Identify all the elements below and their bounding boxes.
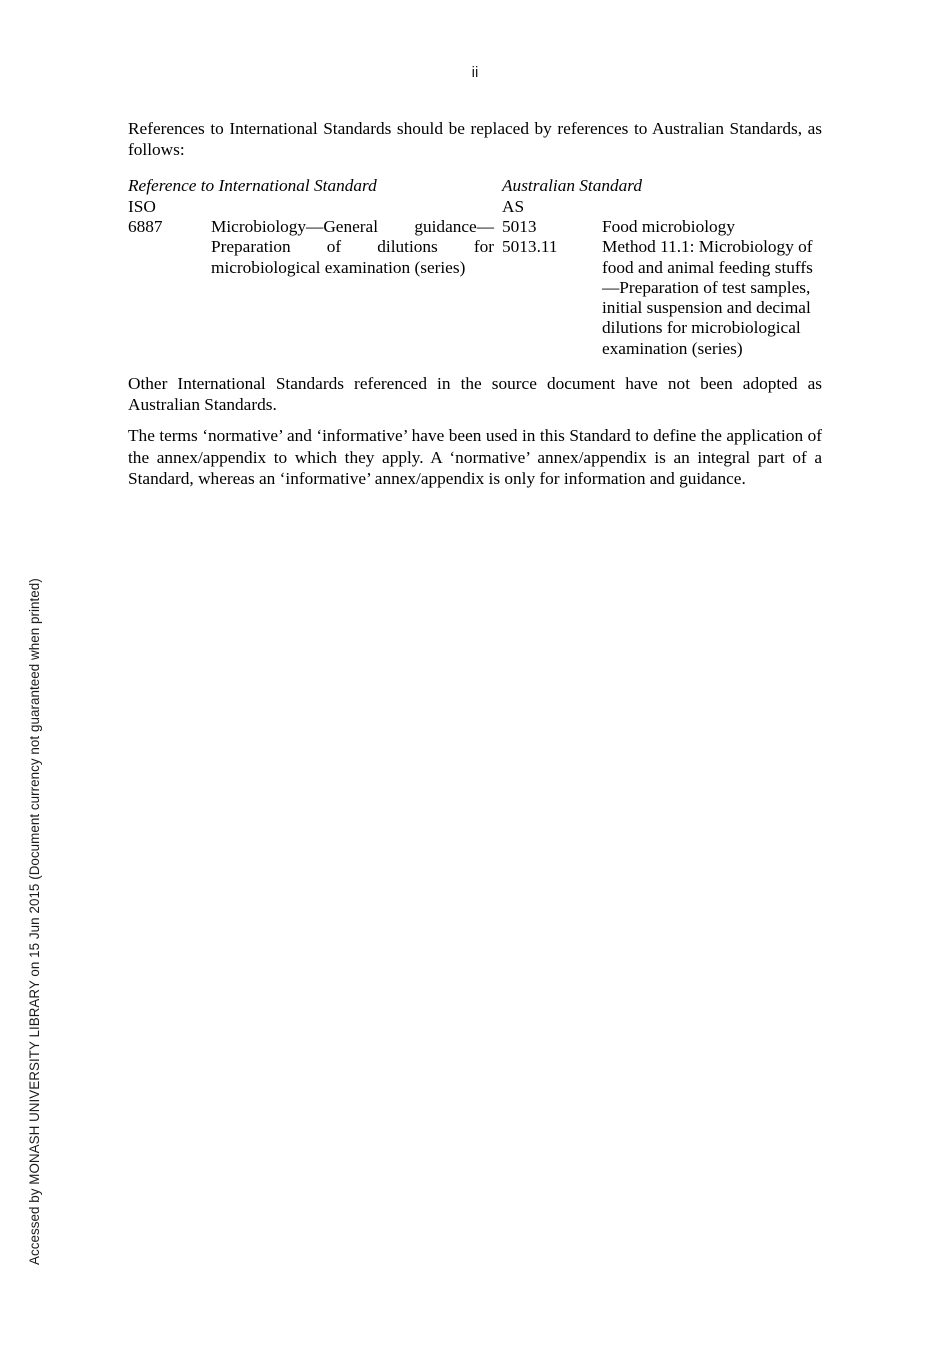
page-number: ii (471, 64, 479, 81)
intro-paragraph: References to International Standards should be replaced by references to Australian Standards, as follows: (128, 119, 822, 160)
table-header-row (128, 176, 822, 196)
terms-paragraph: The terms ‘normative’ and ‘informative’ have been used in this Standard to define the application of the annex/appendix to which they apply. A ‘normative’ annex/appendix is an integral part of a Standard, whereas an ‘informative’ annex/appendix is only for information and guidance. (128, 426, 822, 488)
as-standard-description: Method 11.1: Microbiology of food and animal feeding stuffs—Preparation of test samples, initial suspension and decimal dilutions for microbiological examination (series) (602, 237, 813, 358)
table-row (128, 217, 822, 359)
access-watermark-text: Accessed by MONASH UNIVERSITY LIBRARY on 15 Jun 2015 (Document currency not guaranteed when printed) (27, 578, 42, 1265)
org-label-iso: ISO (128, 196, 156, 216)
as-standard-description: Food microbiology (602, 217, 735, 236)
standards-reference-table (128, 176, 822, 359)
iso-standard-number: 6887 (128, 217, 163, 236)
as-standard-number: 5013 (502, 217, 537, 236)
org-label-as: AS (502, 196, 525, 216)
note-paragraph: Other International Standards referenced in the source document have not been adopted as Australian Standards. (128, 374, 822, 415)
document-body (128, 118, 822, 489)
table-header-australian: Australian Standard (502, 176, 643, 196)
as-standard-number-column (502, 217, 602, 258)
iso-standard-description: Microbiology—General guidance—Preparation of dilutions for microbiological examination (series) (211, 217, 494, 277)
as-standard-number: 5013.11 (502, 237, 558, 257)
as-standard-description-column (602, 217, 822, 359)
table-header-international: Reference to International Standard (128, 176, 377, 196)
access-watermark (0, 0, 56, 1345)
table-org-label-row (128, 197, 822, 217)
